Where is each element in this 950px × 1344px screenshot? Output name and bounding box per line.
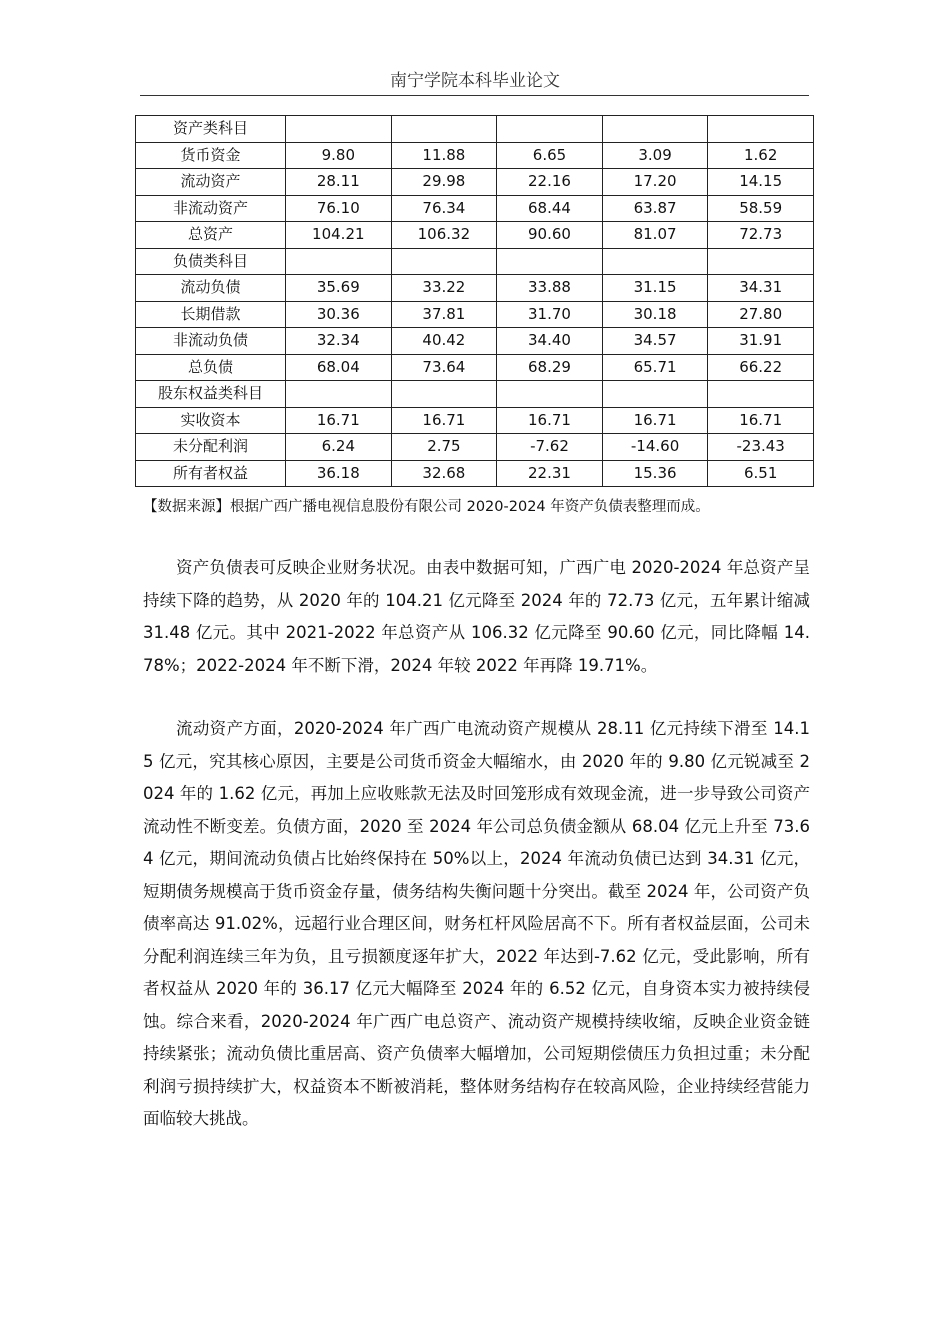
table-cell: 90.60 bbox=[497, 222, 603, 249]
table-cell: 16.71 bbox=[602, 407, 708, 434]
table-cell: 30.36 bbox=[286, 301, 392, 328]
table-cell: 68.29 bbox=[497, 354, 603, 381]
row-label: 流动资产 bbox=[136, 169, 286, 196]
table-cell: 15.36 bbox=[602, 460, 708, 487]
table-row bbox=[136, 328, 814, 355]
table-cell: 68.44 bbox=[497, 195, 603, 222]
table-cell: 16.71 bbox=[391, 407, 497, 434]
table-cell: 28.11 bbox=[286, 169, 392, 196]
table-cell bbox=[497, 381, 603, 408]
table-cell: 37.81 bbox=[391, 301, 497, 328]
table-cell: 9.80 bbox=[286, 142, 392, 169]
table-row bbox=[136, 222, 814, 249]
table-cell: 73.64 bbox=[391, 354, 497, 381]
table-cell: 31.91 bbox=[708, 328, 814, 355]
table-cell: 33.88 bbox=[497, 275, 603, 302]
table-cell bbox=[391, 116, 497, 143]
table-cell bbox=[391, 381, 497, 408]
balance-sheet-body bbox=[136, 116, 814, 487]
row-label: 负债类科目 bbox=[136, 248, 286, 275]
row-label: 未分配利润 bbox=[136, 434, 286, 461]
table-cell: 33.22 bbox=[391, 275, 497, 302]
row-label: 流动负债 bbox=[136, 275, 286, 302]
table-cell bbox=[391, 248, 497, 275]
table-cell: 63.87 bbox=[602, 195, 708, 222]
table-row bbox=[136, 169, 814, 196]
table-cell: 36.18 bbox=[286, 460, 392, 487]
paragraph-overview: 资产负债表可反映企业财务状况。由表中数据可知，广西广电 2020-2024 年总资产呈持续下降的趋势，从 2020 年的 104.21 亿元降至 2024 年的 72.73 亿元，五年累计缩减 31.48 亿元。其中 2021-2022 年总资产从 106.32 亿元降至 90.60 亿元，同比降幅 14.78%；2022-2024 年不断下滑，2024 年较 2022 年再降 19.71%。 bbox=[143, 558, 810, 675]
table-cell: 27.80 bbox=[708, 301, 814, 328]
table-cell: 6.51 bbox=[708, 460, 814, 487]
table-row bbox=[136, 460, 814, 487]
table-cell: 34.40 bbox=[497, 328, 603, 355]
row-label: 实收资本 bbox=[136, 407, 286, 434]
table-row bbox=[136, 248, 814, 275]
table-cell: 58.59 bbox=[708, 195, 814, 222]
row-label: 非流动资产 bbox=[136, 195, 286, 222]
table-cell: 72.73 bbox=[708, 222, 814, 249]
table-row bbox=[136, 407, 814, 434]
row-label: 非流动负债 bbox=[136, 328, 286, 355]
table-cell: 34.31 bbox=[708, 275, 814, 302]
table-cell: -14.60 bbox=[602, 434, 708, 461]
table-cell bbox=[602, 381, 708, 408]
table-cell: 40.42 bbox=[391, 328, 497, 355]
table-cell bbox=[708, 381, 814, 408]
table-cell: 16.71 bbox=[497, 407, 603, 434]
table-cell bbox=[708, 248, 814, 275]
table-cell: 76.10 bbox=[286, 195, 392, 222]
table-cell: 104.21 bbox=[286, 222, 392, 249]
table-cell: 32.68 bbox=[391, 460, 497, 487]
header-divider bbox=[140, 95, 809, 96]
paragraph-analysis: 流动资产方面，2020-2024 年广西广电流动资产规模从 28.11 亿元持续下滑至 14.15 亿元，究其核心原因，主要是公司货币资金大幅缩水，由 2020 年的 9.80 亿元锐减至 2024 年的 1.62 亿元，再加上应收账款无法及时回笼形成有效现金流，进一步导致公司资产流动性不断变差。负债方面，2020 至 2024 年公司总负债金额从 68.04 亿元上升至 73.64 亿元，期间流动负债占比始终保持在 50%以上，2024 年流动负债已达到 34.31 亿元，短期债务规模高于货币资金存量，债务结构失衡问题十分突出。截至 2024 年，公司资产负债率高达 91.02%，远超行业合理区间，财务杠杆风险居高不下。所有者权益层面，公司未分配利润连续三年为负，且亏损额度逐年扩大，2022 年达到-7.62 亿元，受此影响，所有者权益从 2020 年的 36.17 亿元大幅降至 2024 年的 6.52 亿元，自身资本实力被持续侵蚀。综合来看，2020-2024 年广西广电总资产、流动资产规模持续收缩，反映企业资金链持续紧张；流动负债比重居高、资产负债率大幅增加，公司短期偿债压力负担过重；未分配利润亏损持续扩大，权益资本不断被消耗，整体财务结构存在较高风险，企业持续经营能力面临较大挑战。 bbox=[143, 719, 810, 1128]
table-cell: 3.09 bbox=[602, 142, 708, 169]
table-cell: 66.22 bbox=[708, 354, 814, 381]
row-label: 长期借款 bbox=[136, 301, 286, 328]
table-cell: 30.18 bbox=[602, 301, 708, 328]
table-cell bbox=[602, 248, 708, 275]
table-row bbox=[136, 116, 814, 143]
balance-sheet-table bbox=[135, 115, 814, 487]
table-cell: 14.15 bbox=[708, 169, 814, 196]
table-cell: 6.65 bbox=[497, 142, 603, 169]
table-cell: 65.71 bbox=[602, 354, 708, 381]
table-cell: 81.07 bbox=[602, 222, 708, 249]
table-cell: 16.71 bbox=[708, 407, 814, 434]
table-cell: 76.34 bbox=[391, 195, 497, 222]
table-cell: 34.57 bbox=[602, 328, 708, 355]
row-label: 资产类科目 bbox=[136, 116, 286, 143]
table-cell: 17.20 bbox=[602, 169, 708, 196]
table-cell bbox=[708, 116, 814, 143]
page-header-title: 南宁学院本科毕业论文 bbox=[390, 71, 560, 91]
table-cell: 106.32 bbox=[391, 222, 497, 249]
table-row bbox=[136, 381, 814, 408]
table-cell bbox=[602, 116, 708, 143]
table-cell: 16.71 bbox=[286, 407, 392, 434]
table-cell: 32.34 bbox=[286, 328, 392, 355]
table-cell bbox=[286, 381, 392, 408]
table-row bbox=[136, 275, 814, 302]
row-label: 股东权益类科目 bbox=[136, 381, 286, 408]
row-label: 货币资金 bbox=[136, 142, 286, 169]
table-cell: -23.43 bbox=[708, 434, 814, 461]
table-cell: 6.24 bbox=[286, 434, 392, 461]
row-label: 所有者权益 bbox=[136, 460, 286, 487]
table-cell bbox=[497, 248, 603, 275]
table-cell: 2.75 bbox=[391, 434, 497, 461]
table-cell: 68.04 bbox=[286, 354, 392, 381]
table-row bbox=[136, 195, 814, 222]
table-row bbox=[136, 301, 814, 328]
row-label: 总负债 bbox=[136, 354, 286, 381]
row-label: 总资产 bbox=[136, 222, 286, 249]
table-cell bbox=[286, 116, 392, 143]
table-cell: -7.62 bbox=[497, 434, 603, 461]
table-cell: 29.98 bbox=[391, 169, 497, 196]
table-cell: 1.62 bbox=[708, 142, 814, 169]
table-cell: 22.16 bbox=[497, 169, 603, 196]
table-cell: 31.15 bbox=[602, 275, 708, 302]
table-cell bbox=[497, 116, 603, 143]
table-cell: 11.88 bbox=[391, 142, 497, 169]
table-row bbox=[136, 354, 814, 381]
table-row bbox=[136, 142, 814, 169]
table-cell: 35.69 bbox=[286, 275, 392, 302]
table-cell bbox=[286, 248, 392, 275]
table-cell: 31.70 bbox=[497, 301, 603, 328]
data-source-note: 【数据来源】根据广西广播电视信息股份有限公司 2020-2024 年资产负债表整理而成。 bbox=[143, 499, 710, 515]
table-row bbox=[136, 434, 814, 461]
table-cell: 22.31 bbox=[497, 460, 603, 487]
